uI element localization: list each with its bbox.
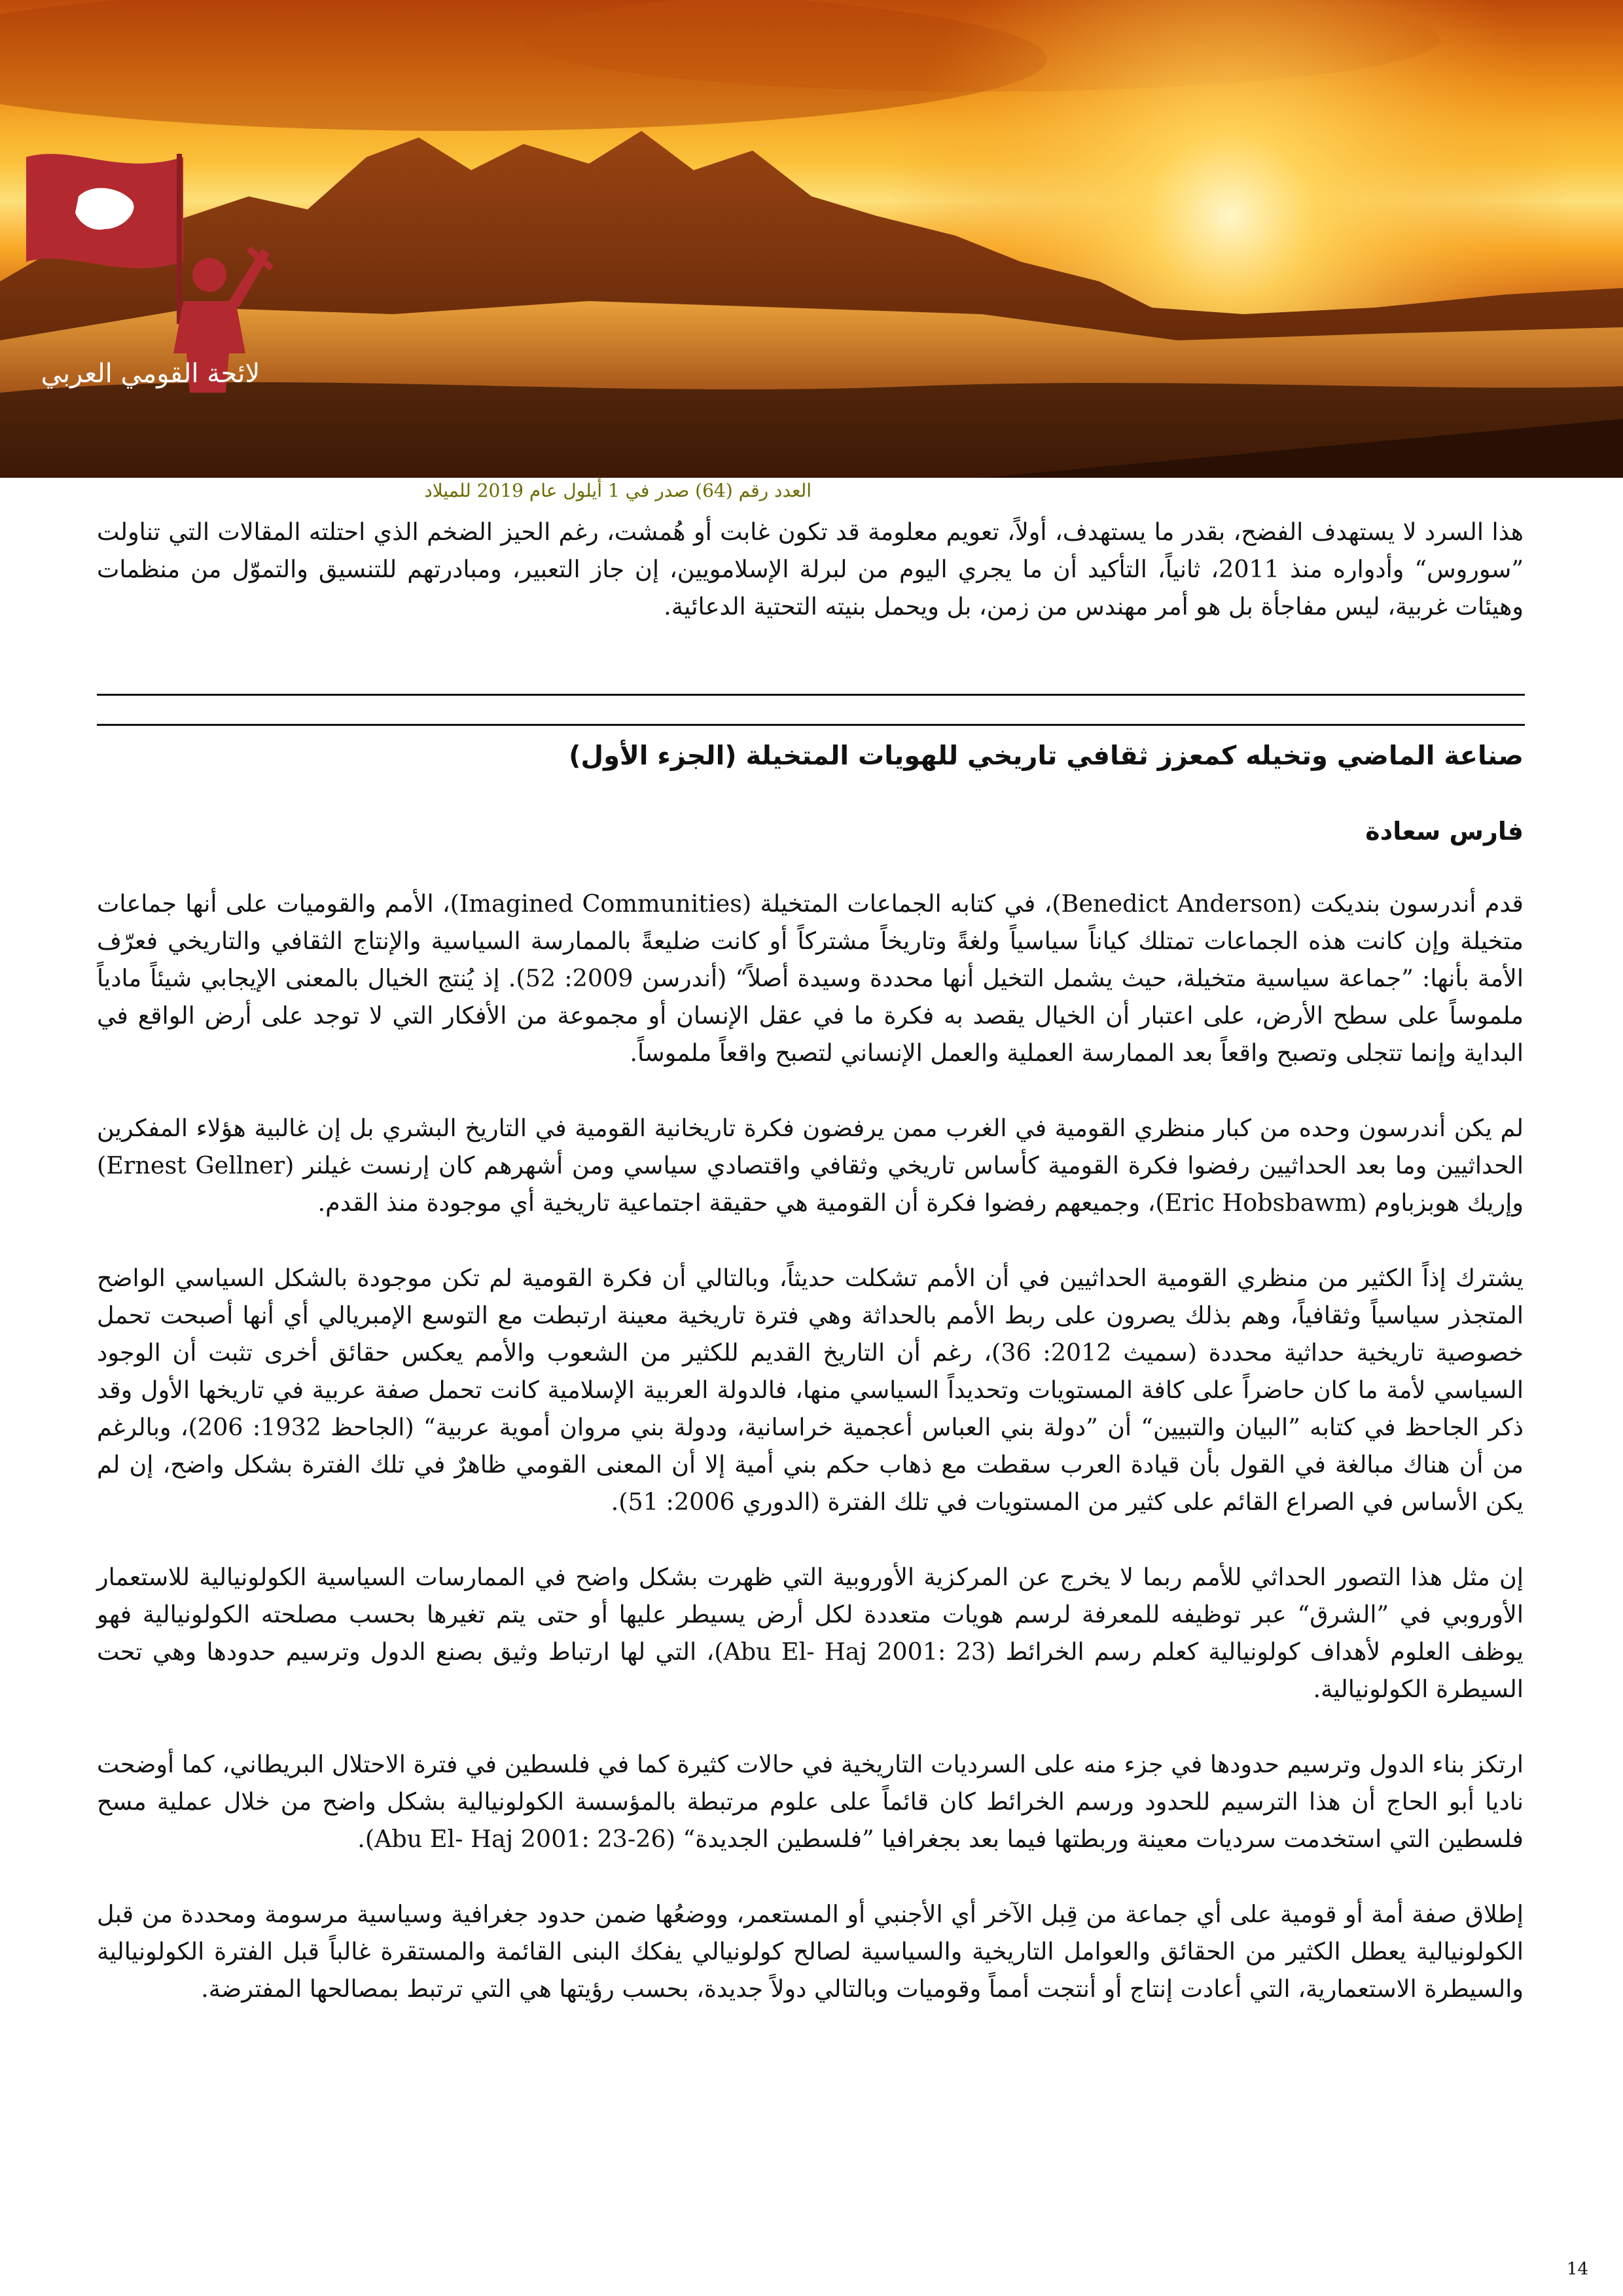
article-title: صناعة الماضي وتخيله كمعزز ثقافي تاريخي للهويات المتخيلة (الجزء الأول) bbox=[569, 741, 1524, 771]
article-body bbox=[97, 885, 1524, 2045]
logo-text: لائحة القومي العربي bbox=[41, 359, 260, 389]
divider-line bbox=[97, 694, 1525, 696]
paragraph: إطلاق صفة أمة أو قومية على أي جماعة من قِبل الآخر أي الأجنبي أو المستعمر، ووضعُها ضمن حدود جغرافية وسياسية مرسومة ومحددة من قبل الكولونيالية يعطل الكثير من الحقائق والعوامل التاريخية والسياسية لصالح كولونيالي يفكك البنى القائمة والمستقرة غالباً قبل الفترة الكولونيالية والسيطرة الاستعمارية، التي أعادت إنتاج أو أنتجت أمماً وقوميات وبالتالي دولاً جديدة، بحسب رؤيتها هي التي ترتبط بمصالحها المفترضة. bbox=[97, 1900, 1524, 2003]
header-banner bbox=[0, 0, 1623, 478]
paragraph: قدم أندرسون بنديكت (Benedict Anderson)، في كتابه الجماعات المتخيلة (Imagined Communities)، الأمم والقوميات على أنها جماعات متخيلة وإن كانت هذه الجماعات تمتلك كياناً سياسياً ولغةً وتاريخاً مشتركاً أو كانت ضليعةً بالممارسة السياسية والإنتاج الثقافي والتاريخي فعرّف الأمة بأنها: ”جماعة سياسية متخيلة، حيث يشمل التخيل أنها محددة وسيدة أصلاً“ (أندرسن 2009: 52). إذ يُنتج الخيال بالمعنى الإيجابي شيئاً مادياً ملموساً على سطح الأرض، على اعتبار أن الخيال يقصد به فكرة ما في عقل الإنسان أو مجموعة من الأفكار التي لا توجد على أرض الواقع في البداية وإنما تتجلى وتصبح واقعاً بعد الممارسة العملية والعمل الإنساني لتصبح واقعاً ملموساً. bbox=[97, 889, 1524, 1067]
page-number: 14 bbox=[1567, 2259, 1589, 2279]
paragraph: لم يكن أندرسون وحده من كبار منظري القومية في الغرب ممن يرفضون فكرة تاريخانية القومية في التاريخ البشري بل إن غالبية هؤلاء المفكرين الحداثيين وما بعد الحداثيين رفضوا فكرة القومية كأساس تاريخي وثقافي واقتصادي سياسي ومن أشهرهم كان إرنست غيلنر (Ernest Gellner) وإريك هوبزباوم (Eric Hobsbawm)، وجميعهم رفضوا فكرة أن القومية هي حقيقة اجتماعية تاريخية أي موجودة منذ القدم. bbox=[97, 1114, 1524, 1217]
issue-info: العدد رقم (64) صدر في 1 أيلول عام 2019 للميلاد bbox=[424, 480, 812, 501]
paragraph: إن مثل هذا التصور الحداثي للأمم ربما لا يخرج عن المركزية الأوروبية التي ظهرت بشكل واضح في الممارسات السياسية الكولونيالية للاستعمار الأوروبي في ”الشرق“ عبر توظيفه للمعرفة لرسم هويات متعددة لكل أرض يسيطر عليها أو حتى يتم تغيرها بحسب مصلحته الكولونيالية فهو يوظف العلوم لأهداف كولونيالية كعلم رسم الخرائط (Abu El- Haj 2001: 23)، التي لها ارتباط وثيق بصنع الدول وترسيم حدودها وهي تحت السيطرة الكولونيالية. bbox=[97, 1563, 1524, 1703]
intro-paragraph: هذا السرد لا يستهدف الفضح، بقدر ما يستهدف، أولاً، تعويم معلومة قد تكون غابت أو هُمشت، رغم الحيز الضخم الذي احتلته المقالات التي تناولت ”سوروس“ وأدواره منذ 2011، ثانياً، التأكيد أن ما يجري اليوم من لبرلة الإسلامويين، إن جاز التعبير، ومبادرتهم للتنسيق والتموّل من منظمات وهيئات غربية، ليس مفاجأة بل هو أمر مهندس من زمن، بل ويحمل بنيته التحتية الدعائية. bbox=[97, 518, 1524, 620]
paragraph: ارتكز بناء الدول وترسيم حدودها في جزء منه على السرديات التاريخية في حالات كثيرة كما في فلسطين في فترة الاحتلال البريطاني، كما أوضحت ناديا أبو الحاج أن هذا الترسيم للحدود ورسم الخرائط كان قائماً على علوم مرتبطة بالمؤسسة الكولونيالية بشكل واضح من خلال عملية مسح فلسطين التي استخدمت سرديات معينة وربطتها فيما بعد بجغرافيا ”فلسطين الجديدة“ (Abu El- Haj 2001: 23-26). bbox=[97, 1750, 1524, 1853]
article-author: فارس سعادة bbox=[1365, 817, 1524, 846]
paragraph: يشترك إذاً الكثير من منظري القومية الحداثيين في أن الأمم تشكلت حديثاً، وبالتالي أن فكرة القومية لم تكن موجودة بالشكل السياسي الواضح المتجذر سياسياً وثقافياً، وهم بذلك يصرون على ربط الأمم بالحداثة وهي فترة تاريخية معينة ارتبطت مع التوسع الإمبريالي أي أنها أصبحت تحمل خصوصية تاريخية حداثية محددة (سميث 2012: 36)، رغم أن التاريخ القديم للكثير من الشعوب والأمم يعكس حقائق أخرى تثبت أن الوجود السياسي لأمة ما كان حاضراً على كافة المستويات وتحديداً السياسي منها، فالدولة العربية الإسلامية كانت تحمل صفة عربية في تاريخها الأول وقد ذكر الجاحظ في كتابه ”البيان والتبيين“ أن ”دولة بني العباس أعجمية خراسانية، ودولة بني مروان أموية عربية“ (الجاحظ 1932: 206)، وبالرغم من أن هناك مبالغة في القول بأن قيادة العرب سقطت مع ذهاب حكم بني أمية إلا أن المعنى القومي ظاهرٌ في تلك الفترة بشكل واضح، إن لم يكن الأساس في الصراع القائم على كثير من المستويات في تلك الفترة (الدوري 2006: 51). bbox=[97, 1264, 1524, 1516]
divider-line bbox=[97, 724, 1525, 726]
